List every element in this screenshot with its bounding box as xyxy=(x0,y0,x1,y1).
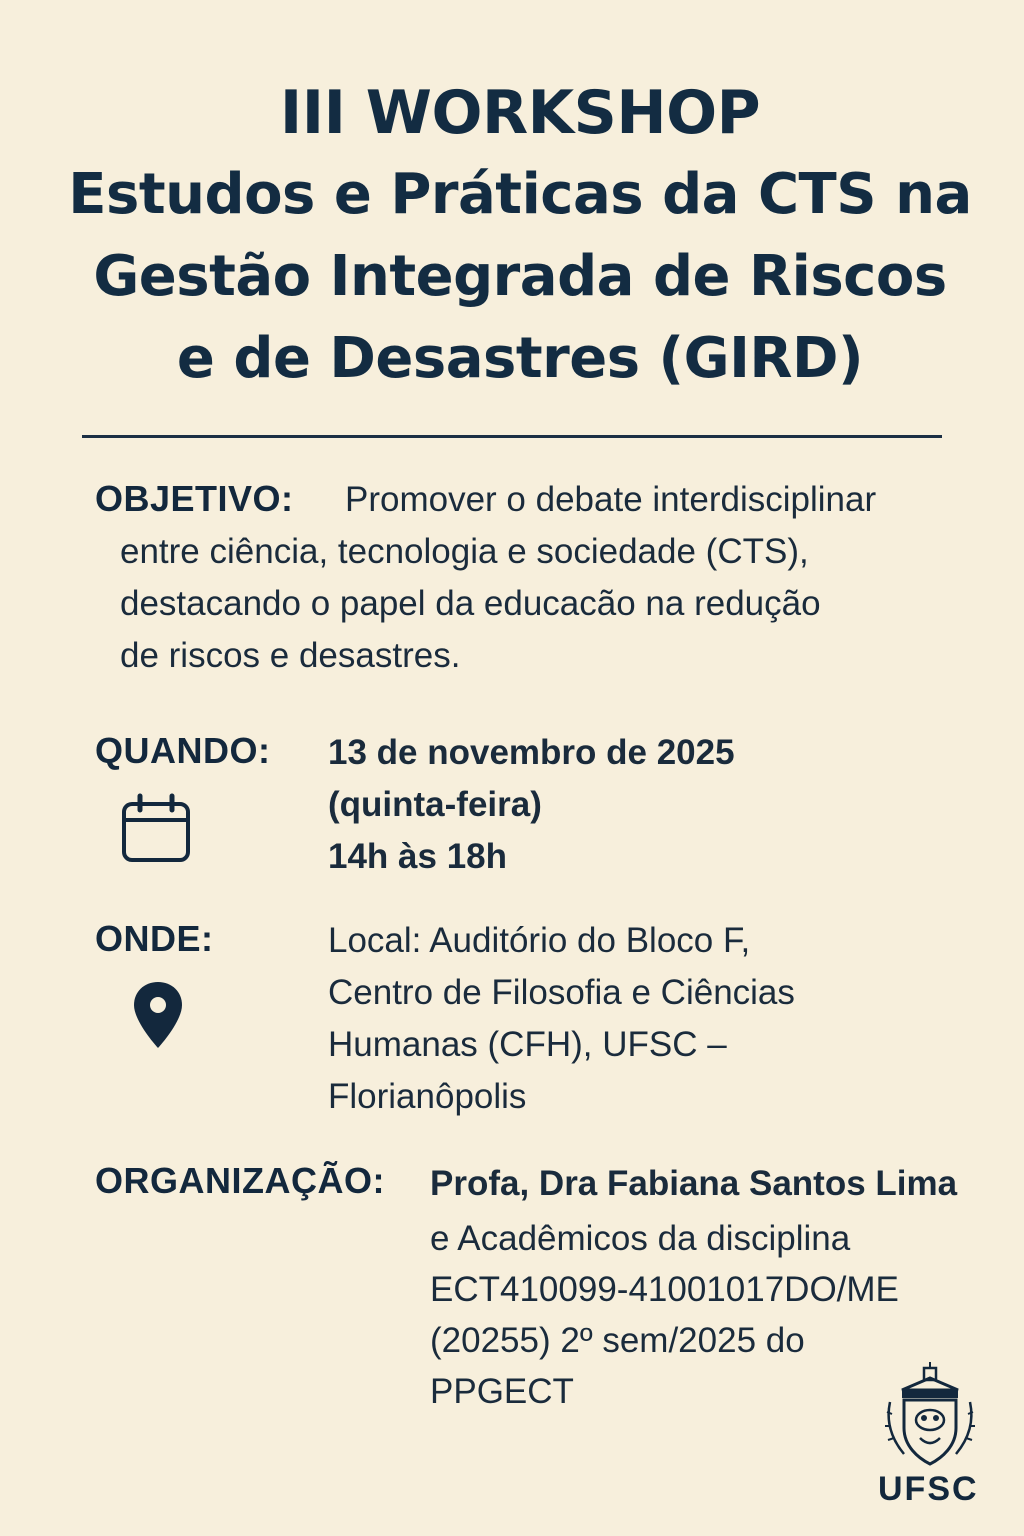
divider xyxy=(82,435,942,438)
organization-line-1: e Acadêmicos da disciplina xyxy=(430,1219,851,1258)
objective-line-2: entre ciência, tecnologia e sociedade (CTS), xyxy=(120,532,809,571)
organizer-name: Profa, Dra Fabiana Santos Lima xyxy=(430,1164,958,1203)
when-label: QUANDO: xyxy=(95,730,271,771)
objective-line-1: Promover o debate interdisciplinar xyxy=(345,480,877,519)
workshop-title xyxy=(40,72,1000,400)
event-weekday: (quinta-feira) xyxy=(328,785,542,824)
title-line-2: Estudos e Práticas da CTS na xyxy=(68,162,972,227)
organization-line-2: ECT410099-41001017DO/ME xyxy=(430,1270,899,1309)
objective-text xyxy=(120,526,940,682)
organization-details xyxy=(430,1213,930,1417)
organization-label: ORGANIZAÇÃO: xyxy=(95,1160,385,1201)
where-line-3: Humanas (CFH), UFSC – xyxy=(328,1025,727,1064)
title-line-4: e de Desastres (GIRD) xyxy=(176,326,864,391)
event-time: 14h às 18h xyxy=(328,837,507,876)
calendar-icon xyxy=(118,792,194,868)
event-date: 13 de novembro de 2025 xyxy=(328,733,735,772)
title-line-3: Gestão Integrada de Riscos xyxy=(93,244,947,309)
objective-line-4: de riscos e desastres. xyxy=(120,636,461,675)
when-details xyxy=(328,727,735,883)
organization-line-3: (20255) 2º sem/2025 do xyxy=(430,1321,805,1360)
objective-label: OBJETIVO: xyxy=(95,478,294,519)
map-pin-icon xyxy=(132,980,184,1050)
where-line-2: Centro de Filosofia e Ciências xyxy=(328,973,795,1012)
ufsc-logo-text: UFSC xyxy=(878,1470,979,1508)
ufsc-crest-icon xyxy=(880,1362,980,1472)
where-line-4: Florianôpolis xyxy=(328,1077,527,1116)
where-line-1: Local: Auditório do Bloco F, xyxy=(328,921,751,960)
where-details xyxy=(328,915,888,1123)
title-line-1: III WORKSHOP xyxy=(279,78,761,148)
where-label: ONDE: xyxy=(95,918,214,959)
organization-line-4: PPGECT xyxy=(430,1372,574,1411)
objective-line-3: destacando o papel da educacão na redução xyxy=(120,584,821,623)
